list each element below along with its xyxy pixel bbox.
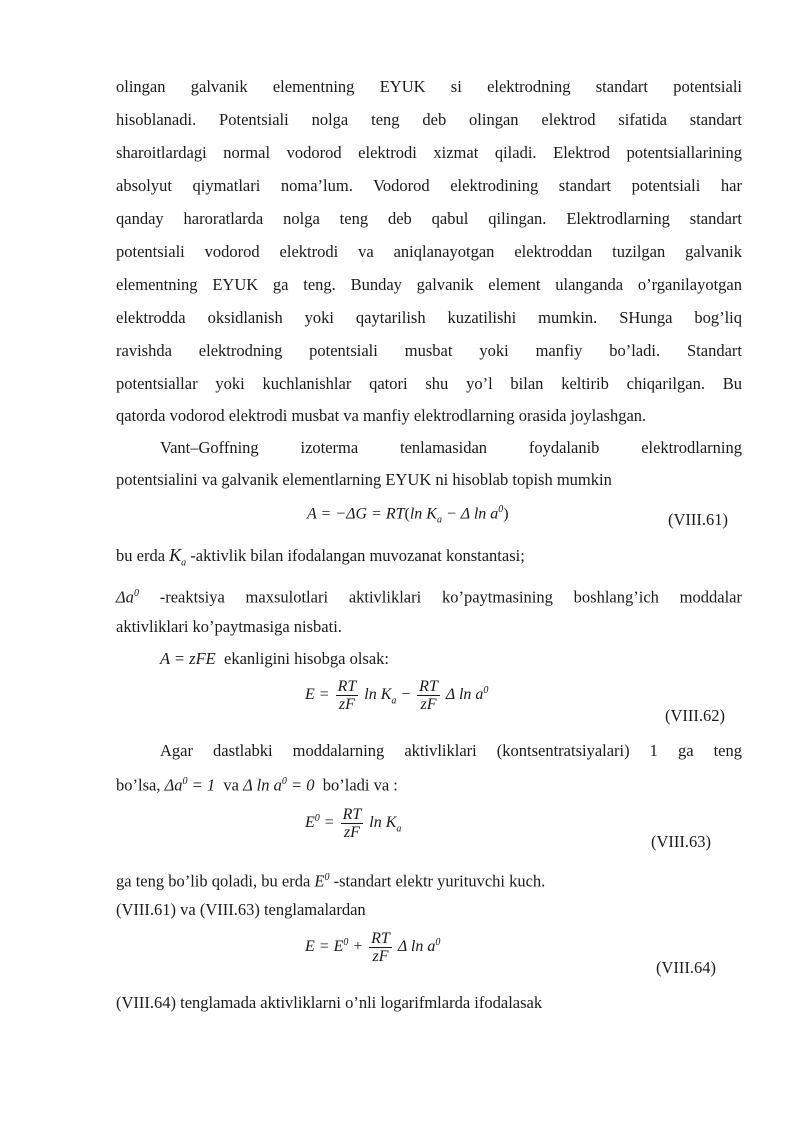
text-line: potentsiali vodorod elektrodi va aniqlanayotgan elektroddan tuzilgan galvanik — [116, 242, 742, 261]
definition-delta-a: $\Delta a^0$ -reaktsiya maxsulotlari aktivliklari ko’paytmasining boshlang’ich moddalar — [116, 587, 742, 607]
text-line: hisoblanadi. Potentsiali nolga teng deb olingan elektrod sifatida standart — [116, 110, 742, 129]
definition-ka: bu erda $K_a$ -aktivlik bilan ifodalangan muvozanat konstantasi; — [116, 545, 525, 569]
text-line: elektrodda oksidlanish yoki qaytarilish kuzatilishi mumkin. SHunga bog’liq — [116, 308, 742, 327]
equation-63: $E^0$ = $\frac{RT}{zF}$ $\ln K_a$ — [305, 806, 402, 841]
text-line: bo’lsa, $\Delta a^0 = 1$ va Δ $\ln a^0 = 0$ bo’ladi va : — [116, 775, 398, 795]
text-line: ravishda elektrodning potentsiali musbat yoki manfiy bo’ladi. Standart — [116, 341, 742, 360]
equation-61: A = −ΔG = RT(ln $K_a - \Delta$ $\ln a^0$) — [307, 504, 509, 526]
equation-number: (VIII.63) — [651, 832, 712, 851]
text-line: absolyut qiymatlari noma’lum. Vodorod elektrodining standart potentsiali har — [116, 176, 742, 195]
equation-number: (VIII.61) — [668, 510, 729, 529]
text-line: aktivliklari ko’paytmasiga nisbati. — [116, 617, 342, 636]
equation-62: E = $\frac{RT}{zF}$ $\ln K_a$ − $\frac{RT}{zF}$ Δ $\ln a^0$ — [305, 678, 489, 713]
text-line: potentsialini va galvanik elementlarning EYUK ni hisoblab topish mumkin — [116, 470, 612, 489]
equation-64: $E = E^0$ + $\frac{RT}{zF}$ Δ $\ln a^0$ — [305, 930, 441, 965]
text-line: qatorda vodorod elektrodi musbat va manfiy elektrodlarning orasida joylashgan. — [116, 406, 647, 425]
definition-e0: ga teng bo’lib qoladi, bu erda $E^0$ -standart elektr yurituvchi kuch. — [116, 871, 546, 891]
text-line: (VIII.61) va (VIII.63) tenglamalardan — [116, 900, 366, 919]
a-zfe-line: A = zFE ekanligini hisobga olsak: — [160, 649, 389, 668]
text-line: Agar dastlabki moddalarning aktivliklari (kontsentratsiyalari) 1 ga teng — [160, 741, 742, 760]
text-line: Vant–Goffning izoterma tenlamasidan foydalanib elektrodlarning — [160, 438, 742, 457]
text-line: sharoitlardagi normal vodorod elektrodi xizmat qiladi. Elektrod potentsiallarining — [116, 143, 742, 162]
text-line: qanday haroratlarda nolga teng deb qabul qilingan. Elektrodlarning standart — [116, 209, 742, 228]
text-line: potentsiallar yoki kuchlanishlar qatori shu yo’l bilan keltirib chiqarilgan. Bu — [116, 374, 742, 393]
equation-number: (VIII.64) — [656, 958, 717, 977]
equation-number: (VIII.62) — [665, 706, 726, 725]
text-line: olingan galvanik elementning EYUK si elektrodning standart potentsiali — [116, 77, 742, 96]
text-line: elementning EYUK ga teng. Bunday galvanik element ulanganda o’rganilayotgan — [116, 275, 742, 294]
text-line: (VIII.64) tenglamada aktivliklarni o’nli logarifmlarda ifodalasak — [116, 993, 543, 1012]
